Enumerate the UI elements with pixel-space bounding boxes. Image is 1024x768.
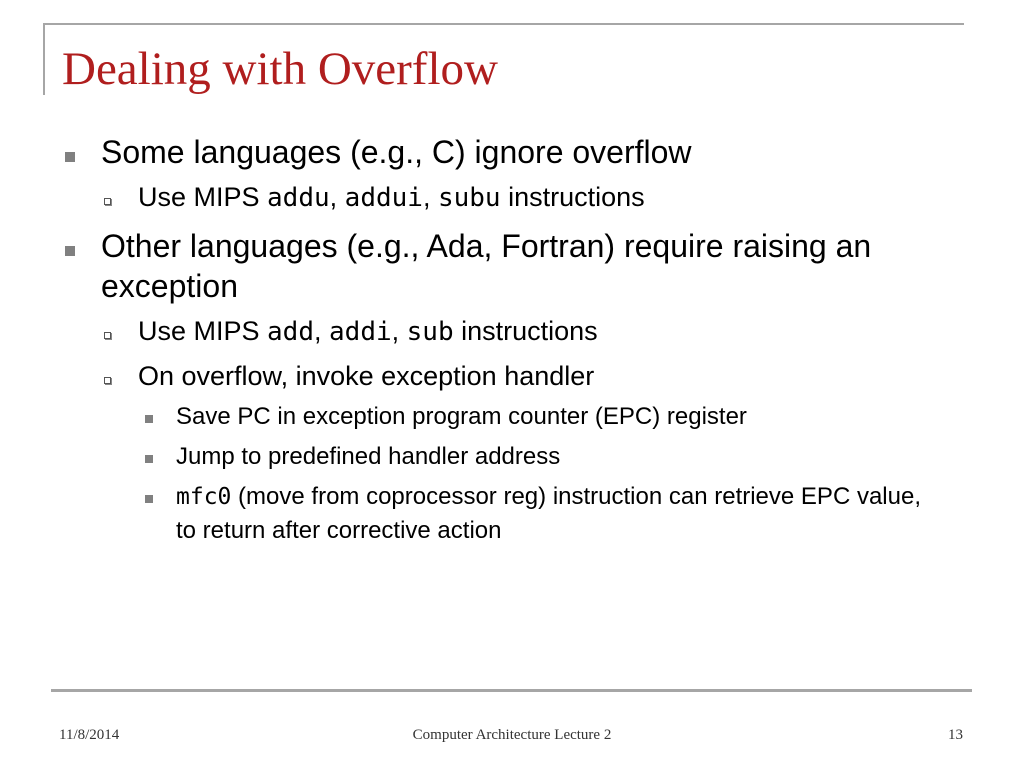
sub-bullet-suffix: instructions (453, 316, 598, 346)
code-sub: sub (406, 317, 454, 347)
square-bullet-icon (65, 246, 75, 256)
top-frame-line (43, 23, 964, 25)
bullet-text: Some languages (e.g., C) ignore overflow (101, 134, 692, 170)
bullet-text: Other languages (e.g., Ada, Fortran) require raising an exception (101, 228, 872, 304)
footer-date: 11/8/2014 (59, 727, 120, 743)
separator: , (391, 316, 407, 346)
square-bullet-icon (145, 455, 153, 463)
sub-bullet-prefix: Use MIPS (138, 316, 268, 346)
sub-sub-bullet-mfc0 (0, 480, 936, 547)
slide-content (0, 132, 1024, 547)
slide-title: Dealing with Overflow (62, 43, 498, 95)
sub-bullet-exception-handler (0, 359, 1024, 393)
square-bullet-icon (145, 415, 153, 423)
code-mfc0: mfc0 (176, 484, 232, 510)
sub-sub-bullet-text: (move from coprocessor reg) instruction can retrieve EPC value, to return after corrective action (176, 483, 921, 544)
code-addui: addui (344, 183, 423, 213)
footer-course-title: Computer Architecture Lecture 2 (412, 727, 612, 743)
sub-sub-bullet-text: Save PC in exception program counter (EPC) register (176, 403, 747, 430)
code-addi: addi (329, 317, 392, 347)
code-subu: subu (437, 183, 501, 213)
sub-bullet-text: On overflow, invoke exception handler (138, 361, 595, 391)
separator: , (329, 182, 345, 212)
separator: , (422, 182, 438, 212)
sub-bullet-unsigned-instructions (0, 180, 1024, 215)
hollow-square-bullet-icon (104, 198, 111, 205)
footer-divider (51, 689, 972, 692)
sub-sub-bullet-save-pc (0, 400, 936, 433)
code-add: add (267, 317, 314, 347)
sub-sub-bullet-jump-handler (0, 440, 936, 473)
separator: , (314, 316, 330, 346)
left-frame-line (43, 23, 45, 95)
hollow-square-bullet-icon (104, 377, 111, 384)
hollow-square-bullet-icon (104, 332, 111, 339)
code-addu: addu (267, 183, 330, 213)
square-bullet-icon (65, 152, 75, 162)
sub-sub-bullet-text: Jump to predefined handler address (176, 443, 561, 470)
footer-page-number: 13 (948, 727, 963, 743)
bullet-item-ignore-overflow (0, 132, 941, 172)
sub-bullet-signed-instructions (0, 314, 1024, 349)
sub-bullet-suffix: instructions (500, 182, 645, 212)
bullet-item-raise-exception (0, 226, 941, 306)
square-bullet-icon (145, 495, 153, 503)
sub-bullet-prefix: Use MIPS (138, 182, 268, 212)
